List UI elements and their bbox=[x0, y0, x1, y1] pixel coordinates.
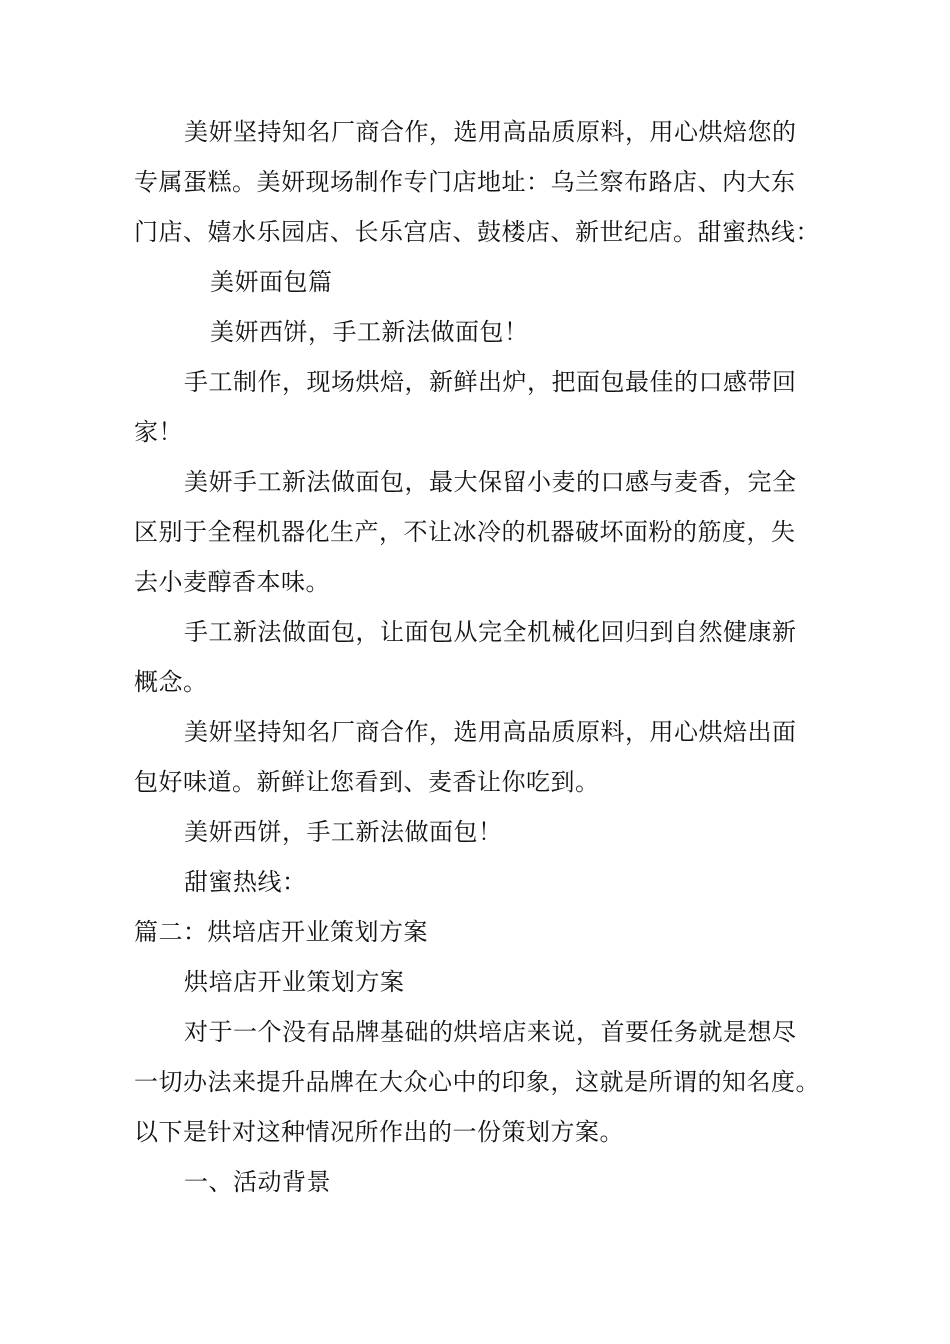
paragraph-line: 一切办法来提升品牌在大众心中的印象，这就是所谓的知名度。 bbox=[134, 1068, 820, 1096]
paragraph-line: 对于一个没有品牌基础的烘培店来说，首要任务就是想尽 bbox=[184, 1018, 797, 1046]
slogan-line: 美妍西饼，手工新法做面包！ bbox=[210, 318, 529, 346]
hotline-label: 甜蜜热线： bbox=[184, 868, 307, 896]
paragraph-line: 专属蛋糕。美妍现场制作专门店地址：乌兰察布路店、内大东 bbox=[134, 168, 796, 196]
paragraph-line: 门店、嬉水乐园店、长乐宫店、鼓楼店、新世纪店。甜蜜热线： bbox=[134, 218, 820, 246]
paragraph-line: 手工制作，现场烘焙，新鲜出炉，把面包最佳的口感带回 bbox=[184, 368, 797, 396]
paragraph-line: 美妍坚持知名厂商合作，选用高品质原料，用心烘焙出面 bbox=[184, 718, 797, 746]
section-heading: 一、活动背景 bbox=[184, 1168, 331, 1196]
paragraph-line: 去小麦醇香本味。 bbox=[134, 568, 330, 596]
plan-title: 烘培店开业策划方案 bbox=[184, 968, 405, 996]
paragraph-line: 概念。 bbox=[134, 668, 208, 696]
paragraph-line: 包好味道。新鲜让您看到、麦香让你吃到。 bbox=[134, 768, 600, 796]
paragraph-line: 美妍手工新法做面包，最大保留小麦的口感与麦香，完全 bbox=[184, 468, 797, 496]
chapter-title: 篇二：烘培店开业策划方案 bbox=[134, 918, 428, 946]
paragraph-line: 区别于全程机器化生产，不让冰冷的机器破坏面粉的筋度，失 bbox=[134, 518, 796, 546]
paragraph-line: 手工新法做面包，让面包从完全机械化回归到自然健康新 bbox=[184, 618, 797, 646]
slogan-line: 美妍西饼，手工新法做面包！ bbox=[184, 818, 503, 846]
paragraph-line: 以下是针对这种情况所作出的一份策划方案。 bbox=[134, 1118, 624, 1146]
paragraph-line: 家！ bbox=[134, 418, 183, 446]
section-heading: 美妍面包篇 bbox=[210, 268, 333, 296]
paragraph-line: 美妍坚持知名厂商合作，选用高品质原料，用心烘焙您的 bbox=[184, 118, 797, 146]
